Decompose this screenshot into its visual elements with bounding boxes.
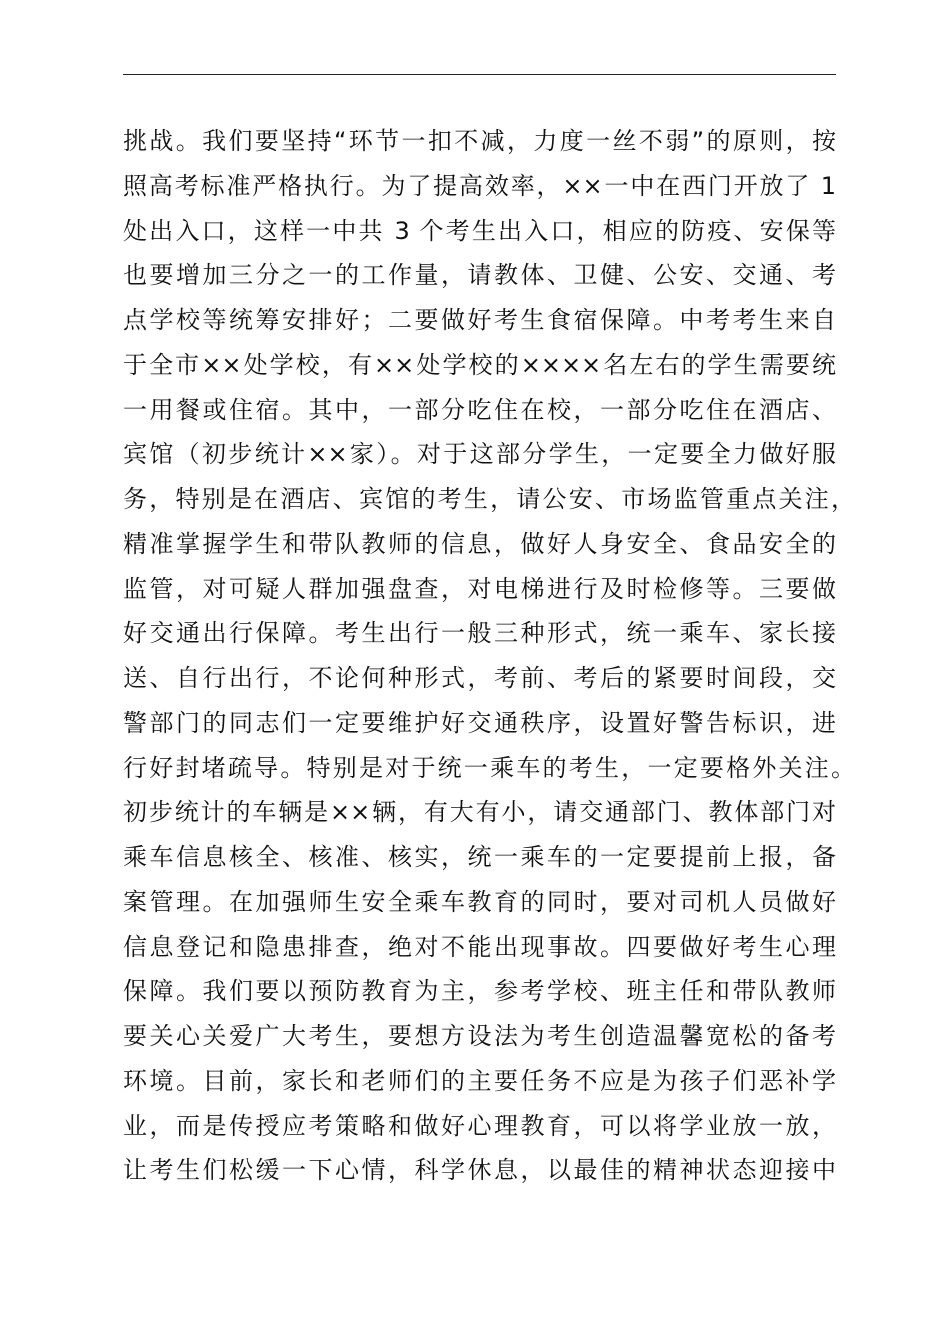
text-line: 精准掌握学生和带队教师的信息，做好人身安全、食品安全的 xyxy=(123,529,836,558)
text-line: 让考生们松缓一下心情，科学休息，以最佳的精神状态迎接中 xyxy=(123,1156,836,1185)
text-line: 环境。目前，家长和老师们的主要任务不应是为孩子们恶补学 xyxy=(123,1066,836,1095)
text-line: 点学校等统筹安排好；二要做好考生食宿保障。中考考生来自 xyxy=(123,306,836,334)
text-line: 行好封堵疏导。特别是对于统一乘车的考生，一定要格外关注。 xyxy=(123,753,855,782)
text-line: 于全市××处学校，有××处学校的××××名左右的学生需要统 xyxy=(123,350,836,379)
text-line: 信息登记和隐患排查，绝对不能出现事故。四要做好考生心理 xyxy=(123,932,836,961)
text-line: 好交通出行保障。考生出行一般三种形式，统一乘车、家长接 xyxy=(123,619,836,648)
text-line: 送、自行出行，不论何种形式，考前、考后的紧要时间段，交 xyxy=(123,664,836,692)
text-line: 挑战。我们要坚持“环节一扣不减，力度一丝不弱”的原则，按 xyxy=(123,127,836,155)
text-line: 处出入口，这样一中共 3 个考生出入口，相应的防疫、安保等 xyxy=(123,216,836,245)
text-line: 宾馆（初步统计××家）。对于这部分学生，一定要全力做好服 xyxy=(123,440,836,469)
text-line: 警部门的同志们一定要维护好交通秩序，设置好警告标识，进 xyxy=(123,708,836,737)
text-line: 照高考标准严格执行。为了提高效率，××一中在西门开放了 1 xyxy=(123,171,836,200)
text-line: 初步统计的车辆是××辆，有大有小，请交通部门、教体部门对 xyxy=(123,798,836,827)
text-line: 乘车信息核全、核准、核实，统一乘车的一定要提前上报，备 xyxy=(123,843,836,871)
text-line: 业，而是传授应考策略和做好心理教育，可以将学业放一放， xyxy=(123,1111,836,1140)
text-line: 一用餐或住宿。其中，一部分吃住在校，一部分吃住在酒店、 xyxy=(123,395,836,424)
text-line: 监管，对可疑人群加强盘查，对电梯进行及时检修等。三要做 xyxy=(123,574,836,603)
text-line: 保障。我们要以预防教育为主，参考学校、班主任和带队教师 xyxy=(123,977,836,1006)
text-line: 案管理。在加强师生安全乘车教育的同时，要对司机人员做好 xyxy=(123,887,836,916)
header-rule xyxy=(123,74,836,75)
text-line: 务，特别是在酒店、宾馆的考生，请公安、市场监管重点关注， xyxy=(123,485,855,513)
text-line: 要关心关爱广大考生，要想方设法为考生创造温馨宽松的备考 xyxy=(123,1022,836,1050)
body-text xyxy=(123,119,863,1193)
text-line: 也要增加三分之一的工作量，请教体、卫健、公安、交通、考 xyxy=(123,261,836,290)
